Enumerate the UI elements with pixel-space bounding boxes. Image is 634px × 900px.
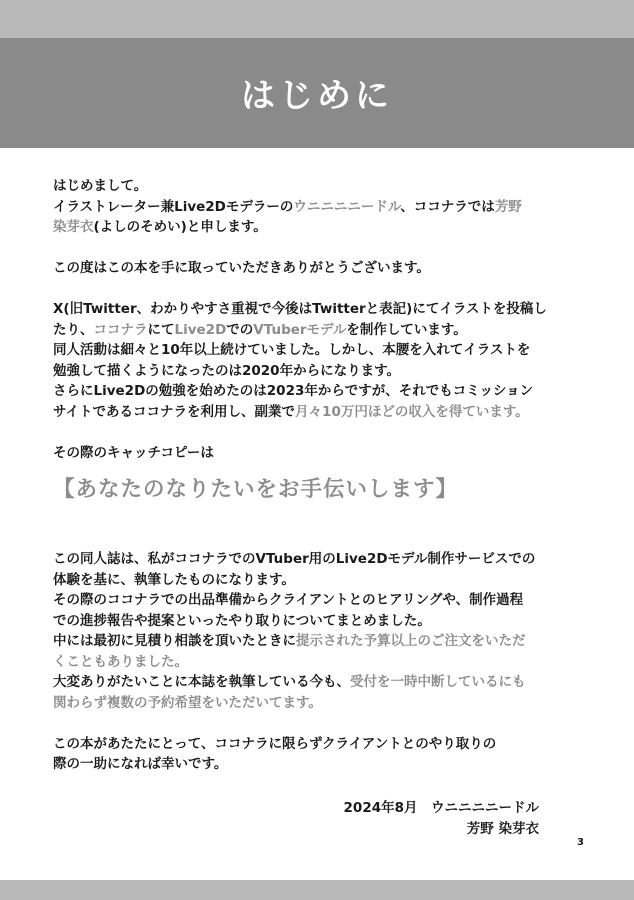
intro-line-3: [53, 217, 593, 238]
highlight-income: 月々10万円ほどの収入を得ています。: [295, 403, 529, 420]
highlight-over-budget: 提示された予算以上のご注文をいただ: [296, 633, 526, 649]
thanks-line: この度はこの本を手に取っていただきありがとうございます。: [53, 260, 430, 276]
about-line-6: くこともありました。: [53, 653, 188, 670]
highlight-coconala: ココナラ: [93, 321, 148, 338]
about-text: 中には最初に見積り相談を頂いたときに: [53, 633, 296, 649]
intro-line-1: はじめまして。: [53, 178, 148, 194]
highlight-surname: 芳野: [494, 198, 522, 215]
about-paragraph: [53, 549, 593, 713]
activity-text: サイトであるココナラを利用し、副業で: [53, 403, 296, 420]
highlight-given-name: 染芽衣: [53, 219, 94, 235]
about-line-5: [53, 631, 593, 652]
intro-text: (よしのそめい)と申します。: [93, 219, 267, 235]
intro-text: イラストレーター兼Live2Dモデラーの: [53, 198, 294, 215]
intro-text: 、ココナラでは: [400, 198, 495, 215]
catch-intro-line: その際のキャッチコピーは: [53, 444, 214, 461]
closing-paragraph: [53, 734, 593, 775]
activity-text: を制作しています。: [346, 321, 467, 338]
catchphrase: 【あなたのなりたいをお手伝いします】: [53, 477, 459, 502]
about-line-8: 関わらず複数の予約希望をいただいてます。: [53, 694, 322, 711]
catch-intro-paragraph: [53, 443, 593, 464]
signature-pen-name: ウニニニニードル: [431, 800, 539, 816]
highlight-paused: 受付を一時中断しているにも: [350, 674, 526, 690]
signature-author: 芳野 染芽衣: [466, 821, 539, 837]
page-number: 3: [577, 837, 584, 848]
activity-line-5: さらにLive2Dの勉強を始めたのは2023年からですが、それでもコミッション: [53, 383, 534, 399]
activity-text: にて: [147, 321, 175, 338]
highlight-pen-name: ウニニニニードル: [293, 198, 401, 215]
about-text: 大変ありがたいことに本誌を執筆している今も、: [53, 674, 350, 690]
signature: [344, 798, 539, 840]
thanks-paragraph: [53, 258, 593, 279]
signature-date: 2024年8月: [343, 800, 418, 816]
intro-paragraph: [53, 176, 593, 238]
activity-text: たり、: [53, 321, 94, 338]
about-line-1: この同人誌は、私がココナラでのVTuber用のLive2Dモデル制作サービスでの: [53, 551, 536, 567]
activity-line-2: [53, 320, 593, 341]
signature-line-1: [344, 798, 539, 819]
about-line-7: [53, 672, 593, 693]
about-line-4: での進捗報告や提案といったやり取りについてまとめました。: [53, 612, 431, 629]
page-title: はじめに: [241, 76, 393, 116]
activity-text: での: [226, 321, 254, 338]
activity-line-4: 勉強して描くようになったのは2020年からになります。: [53, 362, 400, 379]
highlight-live2d: Live2D: [174, 321, 227, 338]
about-line-2: 体験を基に、執筆したものになります。: [53, 571, 295, 588]
title-banner: [0, 38, 634, 148]
closing-line-2: 際の一助になれば幸いです。: [53, 756, 228, 772]
closing-line-1: この本があたたにとって、ココナラに限らずクライアントとのやり取りの: [53, 735, 497, 752]
intro-line-2: [53, 197, 593, 218]
bottom-gray-strip: [0, 880, 634, 900]
activity-line-6: [53, 402, 593, 423]
about-line-3: その際のココナラでの出品準備からクライアントとのヒアリングや、制作過程: [53, 592, 524, 608]
body-text: [53, 176, 593, 795]
highlight-vtuber-model: VTuberモデル: [253, 321, 347, 338]
activity-line-3: 同人活動は細々と10年以上続けていました。しかし、本腰を入れてイラストを: [53, 342, 531, 358]
top-gray-strip: [0, 0, 634, 38]
activity-line-1: X(旧Twitter、わかりやすさ重視で今後はTwitterと表記)にてイラストを投稿し: [53, 301, 547, 317]
activity-paragraph: [53, 299, 593, 422]
